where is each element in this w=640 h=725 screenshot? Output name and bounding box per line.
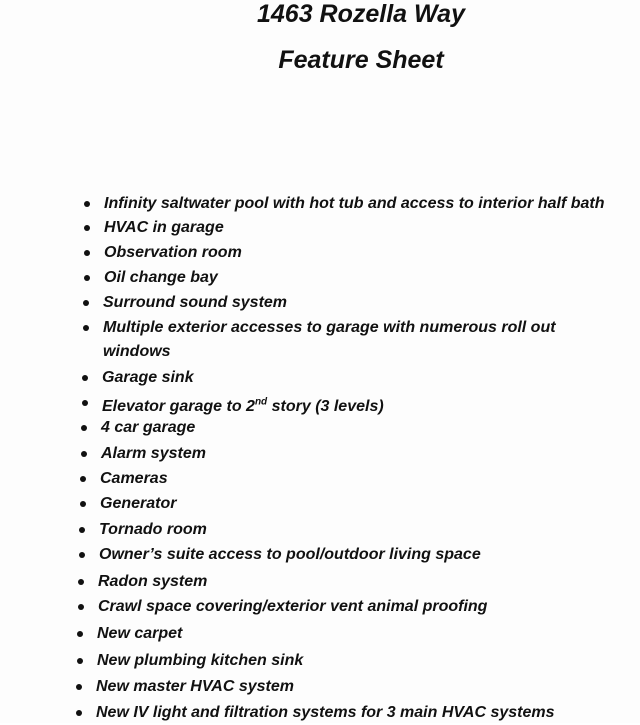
list-item	[99, 543, 481, 567]
bullet-icon	[79, 527, 85, 533]
bullet-icon	[77, 631, 83, 637]
list-item	[96, 701, 554, 725]
list-item	[101, 442, 206, 466]
list-item	[103, 291, 287, 315]
feature-text: Observation room	[104, 244, 242, 261]
feature-text: New master HVAC system	[96, 678, 295, 695]
bullet-icon	[78, 604, 84, 610]
list-item	[104, 192, 604, 216]
feature-text: New IV light and filtration systems for 3 main HVAC systems	[96, 704, 555, 721]
feature-text: Oil change bay	[104, 269, 218, 286]
feature-text: New plumbing kitchen sink	[97, 652, 304, 669]
feature-text: Garage sink	[102, 369, 194, 386]
list-item	[103, 316, 623, 364]
bullet-icon	[80, 501, 86, 507]
list-item	[102, 366, 194, 390]
document-subtitle: Feature Sheet	[278, 46, 444, 74]
bullet-icon	[80, 476, 86, 482]
list-item	[99, 518, 207, 542]
feature-text: Alarm system	[101, 445, 206, 462]
feature-text: Generator	[100, 495, 177, 512]
bullet-icon	[83, 300, 89, 306]
feature-text: Radon system	[98, 573, 208, 590]
list-item	[104, 216, 224, 240]
feature-text: Tornado room	[99, 521, 207, 538]
feature-text: Elevator garage to 2nd story (3 levels)	[102, 397, 384, 416]
list-item	[97, 622, 182, 646]
list-item	[98, 570, 207, 594]
bullet-icon	[82, 375, 88, 381]
bullet-icon	[83, 325, 89, 331]
document-title: 1463 Rozella Way	[257, 0, 465, 28]
list-item	[104, 241, 242, 265]
bullet-icon	[81, 451, 87, 457]
list-item	[98, 595, 487, 619]
list-item	[104, 266, 218, 290]
bullet-icon	[81, 425, 87, 431]
list-item	[100, 467, 168, 491]
list-item	[101, 416, 195, 440]
feature-text: Cameras	[100, 470, 168, 487]
feature-text: Crawl space covering/exterior vent animal proofing	[98, 598, 488, 615]
bullet-icon	[79, 552, 85, 558]
bullet-icon	[77, 658, 83, 664]
feature-text: New carpet	[97, 625, 183, 642]
ordinal-suffix: nd	[254, 397, 268, 408]
list-item	[97, 649, 303, 673]
bullet-icon	[82, 400, 88, 406]
bullet-icon	[76, 684, 82, 690]
list-item	[100, 492, 176, 516]
feature-text: Multiple exterior accesses to garage with numerous roll out windows	[103, 319, 556, 360]
bullet-icon	[84, 201, 90, 207]
list-item	[96, 675, 294, 699]
bullet-icon	[84, 275, 90, 281]
bullet-icon	[84, 250, 90, 256]
feature-text: Infinity saltwater pool with hot tub and access to interior half bath	[104, 195, 605, 212]
feature-text: 4 car garage	[101, 419, 196, 436]
bullet-icon	[76, 710, 82, 716]
feature-text: HVAC in garage	[104, 219, 224, 236]
feature-text: Surround sound system	[103, 294, 288, 311]
feature-text: Owner’s suite access to pool/outdoor living space	[99, 546, 481, 563]
bullet-icon	[84, 225, 90, 231]
bullet-icon	[78, 579, 84, 585]
